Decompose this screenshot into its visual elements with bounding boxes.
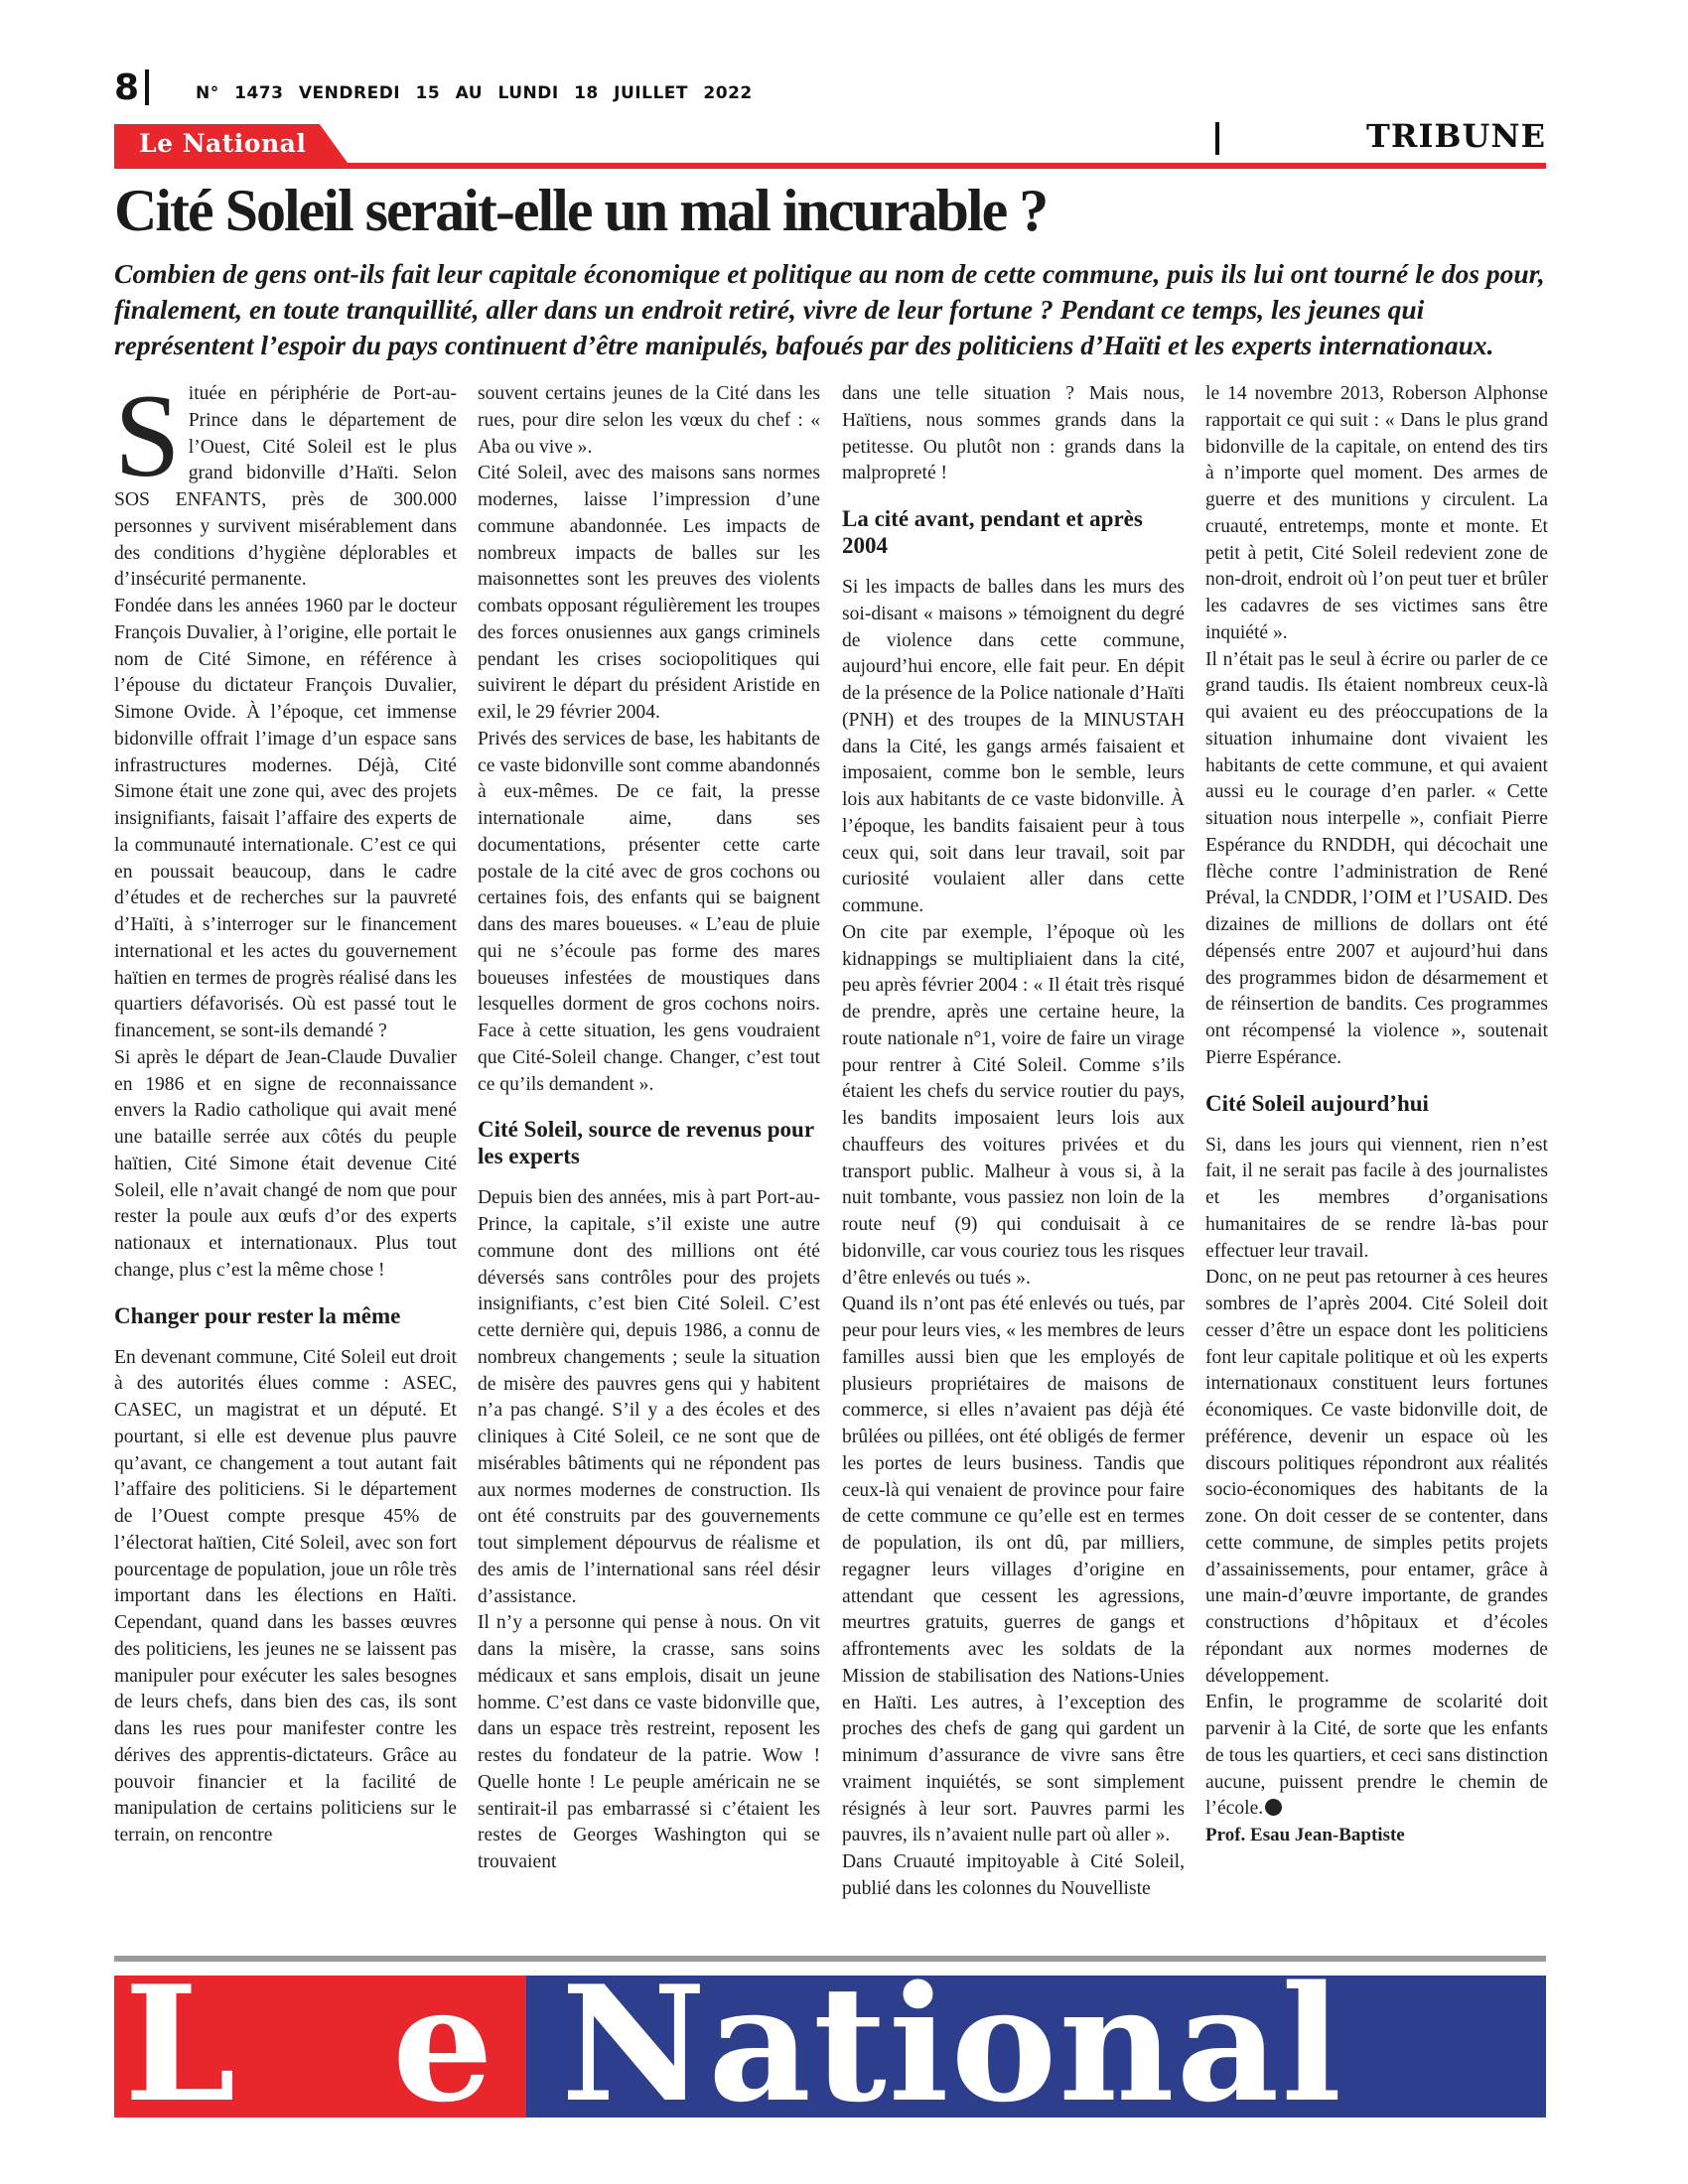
masthead-letter-l: L [124,1951,238,2137]
page-number: 8 [114,68,140,108]
article-column-1 [114,369,457,1849]
paragraph: En devenant commune, Cité Soleil eut droit à des autorités élues comme : ASEC, CASEC, un magistrat et un député. Et pourtant, si elle est devenue plus pauvre qu’avant, ce changement a tout autant fait l’affaire des politiciens. Si le département de l’Ouest compte presque 45% de l’électorat haïtien, Cité Soleil, avec son fort pourcentage de population, joue un rôle très important dans les élections en Haïti. Cependant, quand dans les basses œuvres des politiciens, les jeunes ne se laissent pas manipuler pour exécuter les sales besognes de leurs chefs, dans bien des cas, ils sont dans les rues pour manifester contre les dérives des apprentis-dictateurs. Grâce au pouvoir financier et la facilité de manipulation de certains politiciens sur le terrain, on rencontre [114,1346,457,1845]
masthead-title: National [561,1951,1344,2137]
paragraph: Si, dans les jours qui viennent, rien n’est fait, il ne serait pas facile à des journalistes et les membres d’organisations humanitaires de se rendre là-bas pour effectuer leur travail. [1205,1134,1548,1262]
article-standfirst: Combien de gens ont-ils fait leur capitale économique et politique au nom de cette commune, puis ils lui ont tourné le dos pour, finalement, en toute tranquillité, aller dans un endroit retiré, vivre de leur fortune ? Pendant ce temps, les jeunes qui représentent l’espoir du pays continuent d’être manipulés, bafoués par des politiciens d’Haïti et les experts internationaux. [114,258,1545,360]
paragraph: Donc, on ne peut pas retourner à ces heures sombres de l’après 2004. Cité Soleil doit cesser d’être un espace dont les politiciens font leur capitale politique et où les experts internationaux constituent leurs fortunes économiques. Ce vaste bidonville doit, de préférence, devenir un espace où les discours politiques répondront aux réalités socio-économiques des habitants de la zone. On doit cesser de se contenter, dans cette commune, de simples petits projets d’assainissements, pour entamer, grâce à une main-d’œuvre importante, de grandes constructions d’hôpitaux et d’écoles répondant aux normes modernes de développement. [1205,1267,1548,1687]
article-column-4 [1205,381,1548,1849]
paragraph [1205,1690,1548,1823]
page-number-divider [145,69,149,105]
paragraph: Cité Soleil, avec des maisons sans normes modernes, laisse l’impression d’une commune abandonnée. Les impacts de nombreux impacts de balles sur les maisonnettes sont les preuves des violents combats opposant régulièrement les troupes des forces onusiennes aux gangs criminels pendant les crises sociopolitiques qui suivirent le départ du président Aristide en exil, le 29 février 2004. [478,463,820,723]
paragraph: Il n’y a personne qui pense à nous. On vit dans la misère, la crasse, sans soins médicaux et sans emplois, disait un jeune homme. C’est dans ce vaste bidonville que, dans un espace très restreint, reposent les restes du fondateur de la patrie. Wow ! Quelle honte ! Le peuple américain ne se sentirait-il pas embarrassé si c’étaient les restes de Georges Washington qui se trouvaient [478,1612,820,1872]
brand-tab-label: Le National [139,129,307,158]
subheading: Cité Soleil, source de revenus pour les experts [478,1117,814,1169]
drop-cap: S [114,369,181,501]
paragraph: On cite par exemple, l’époque où les kidnappings se multipliaient dans la cité, peu après février 2004 : « Il était très risqué de prendre, après une certaine heure, la route nationale n°1, voire de faire un virage pour rentrer à Cité Soleil. Comme s’ils étaient les chefs du service routier du pays, les bandits imposaient leurs lois aux chauffeurs des voitures privées et du transport public. Malheur à vous si, à la nuit tombante, vous passiez non loin de la route neuf (9) qui conduisait à ce bidonville, car vous couriez tous les risques d’être enlevés ou tués ». [842,921,1185,1289]
article-title: Cité Soleil serait-elle un mal incurable ? [114,178,1048,243]
paragraph: Dans Cruauté impitoyable à Cité Soleil, publié dans les colonnes du Nouvelliste [842,1851,1185,1899]
paragraph: le 14 novembre 2013, Roberson Alphonse rapportait ce qui suit : « Dans le plus grand bidonville de la capitale, on entend des tirs à n’importe quel moment. Des armes de guerre et des munitions y circulent. La cruauté, entretemps, monte et monte. Et petit à petit, Cité Soleil redevient zone de non-droit, endroit où l’on peut tuer et brûler les cadavres de ses victimes sans être inquiété ». [1205,383,1548,643]
paragraph: Fondée dans les années 1960 par le docteur François Duvalier, à l’origine, elle portait le nom de Cité Simone, en référence à l’épouse du dictateur François Duvalier, Simone Ovide. À l’époque, cet immense bidonville offrait l’image d’un espace sans infrastructures modernes. Déjà, Cité Simone était une zone qui, avec des projets insignifiants, faisait l’affaire des experts de la communauté internationale. C’est ce qui en poussait beaucoup, dans le cadre d’études et de recherches sur la pauvreté d’Haïti, à s’interroger sur le financement international et les actes du gouvernement haïtien en termes de progrès réalisé dans les quartiers défavorisés. Où est passé tout le financement, se sont-ils demandé ? [114,596,457,1041]
subheading: Changer pour rester la même [114,1302,401,1328]
paragraph: Quand ils n’ont pas été enlevés ou tués, par peur pour leurs vies, « les membres de leurs familles aussi bien que les employés de plusieurs propriétaires de maisons de commerce, si elles n’avaient pas déjà été brûlées ou pillées, ont été obligés de fermer les portes de leurs business. Tandis que ceux-là qui venaient de province pour faire de cette commune ce qu’elle est en termes de population, ils ont dû, par milliers, regagner leurs villages d’origine en attendant que cessent les agressions, meurtres gratuits, guerres de gangs et affrontements avec les soldats de la Mission de stabilisation des Nations-Unies en Haïti. Les autres, à l’exception des proches des chefs de gang qui gardent un minimum d’assurance de vivre sans être vraiment inquiétés, se sont simplement résignés à leur sort. Pauvres parmi les pauvres, ils n’avaient nulle part où aller ». [842,1294,1185,1846]
author-signature: Prof. Esau Jean-Baptiste [1205,1825,1405,1845]
paragraph: dans une telle situation ? Mais nous, Haïtiens, nous sommes grands dans la petitesse. Ou plutôt non : grands dans la malpropreté ! [842,383,1185,484]
end-of-article-icon [1265,1799,1282,1816]
section-divider [1215,122,1219,155]
masthead-letter-e: e [392,1951,495,2137]
article-column-3 [842,381,1185,1903]
paragraph-text: Enfin, le programme de scolarité doit parvenir à la Cité, de sorte que les enfants de tous les quartiers, et ceci sans distinction aucune, puissent prendre le chemin de l’école. [1205,1692,1548,1820]
issue-dateline: N° 1473 VENDREDI 15 AU LUNDI 18 JUILLET 2022 [196,83,753,103]
paragraph: Privés des services de base, les habitants de ce vaste bidonville sont comme abandonnés à eux-mêmes. De ce fait, la presse internationale aime, dans ses documentations, présenter cette carte postale de la cité avec de gros cochons ou certaines fois, des enfants qui se baignent dans des mares boueuses. « L’eau de pluie qui ne s’écoule pas forme des mares boueuses infestées de moustiques dans lesquelles dorment de gros cochons noirs. Face à cette situation, les gens voudraient que Cité-Soleil change. Changer, c’est tout ce qu’ils demandent ». [478,728,820,1095]
paragraph-text: ituée en périphérie de Port-au-Prince dans le département de l’Ouest, Cité Soleil est le plus grand bidonville d’Haïti. Selon SOS ENFANTS, près de 300.000 personnes y survivent misérablement dans des conditions d’hygiène déplorables et d’insécurité permanente. [114,383,457,591]
subheading: Cité Soleil aujourd’hui [1205,1090,1429,1116]
paragraph: souvent certains jeunes de la Cité dans les rues, pour dire selon les vœux du chef : « Aba ou vive ». [478,383,820,458]
section-label: TRIBUNE [1366,117,1546,155]
paragraph: Depuis bien des années, mis à part Port-au-Prince, la capitale, s’il existe une autre commune dont des millions ont été déversés sans contrôles pour des projets insignifiants, c’est bien Cité Soleil. C’est cette dernière qui, depuis 1986, a connu de nombreux changements ; seule la situation de misère des pauvres gens qui y habitent n’a pas changé. S’il y a des écoles et des cliniques à Cité Soleil, ce ne sont que de misérables bâtiments qui ne répondent pas aux normes modernes de construction. Ils ont été construits par des gouvernements tout simplement dépourvus de réalisme et des amis de l’international sans réel désir d’assistance. [478,1187,820,1607]
paragraph: Il n’était pas le seul à écrire ou parler de ce grand taudis. Ils étaient nombreux ceux-là qui avaient eu des préoccupations de la situation inhumaine dont vivaient les habitants de cette commune, et qui avaient aussi eu le courage d’en parler. « Cette situation nous interpelle », confiait Pierre Espérance du RNDDH, qui décochait une flèche contre l’administration de René Préval, la CNDDR, l’OIM et l’USAID. Des dizaines de millions de dollars ont été dépensés entre 2007 et aujourd’hui dans des programmes bidon de désarmement et de réinsertion de bandits. Ces programmes ont récompensé la violence », soutenait Pierre Espérance. [1205,648,1548,1068]
article-column-2 [478,381,820,1876]
paragraph [114,369,457,594]
paragraph: Si les impacts de balles dans les murs des soi-disant « maisons » témoignent du degré de violence dans cette commune, aujourd’hui encore, elle fait peur. En dépit de la présence de la Police nationale d’Haïti (PNH) et des troupes de la MINUSTAH dans la Cité, les gangs armés faisaient et imposaient, comme bon le semble, leurs lois aux habitants de ce vaste bidonville. À l’époque, les bandits faisaient peur à tous ceux qui, soit dans leur travail, soit par curiosité voulaient aller dans cette commune. [842,577,1185,916]
header-rule [114,163,1546,169]
paragraph: Si après le départ de Jean-Claude Duvalier en 1986 et en signe de reconnaissance envers la Radio catholique qui avait mené une bataille serrée aux côtés du peuple haïtien, Cité Simone était devenue Cité Soleil, elle n’avait changé de nom que pour rester la poule aux œufs d’or des experts nationaux et internationaux. Plus tout change, plus c’est la même chose ! [114,1046,457,1281]
subheading: La cité avant, pendant et après 2004 [842,506,1143,558]
